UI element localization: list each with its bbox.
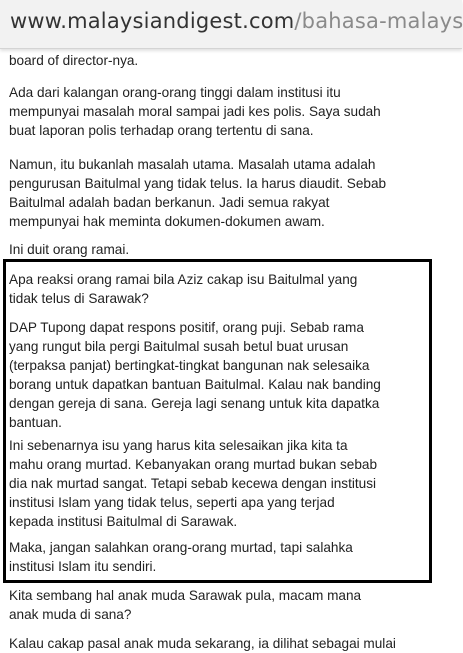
article-paragraph (9, 436, 449, 531)
text-line: buat laporan polis terhadap orang tertentu di sana. (9, 123, 314, 138)
article-paragraph (9, 586, 449, 624)
text-line: Kita sembang hal anak muda Sarawak pula, macam mana (9, 588, 362, 603)
text-line: kepada institusi Baitulmal di Sarawak. (9, 514, 238, 529)
text-line: Ada dari kalangan orang-orang tinggi dalam institusi itu (9, 85, 341, 100)
article-paragraph (9, 155, 449, 231)
url-path: /bahasa-malays (294, 9, 463, 33)
text-line: Kalau cakap pasal anak muda sekarang, ia dilihat sebagai mulai (9, 636, 396, 651)
article-paragraph (9, 318, 449, 432)
url-host: www.malaysiandigest.com (10, 9, 295, 33)
article-paragraph (9, 240, 449, 259)
text-line: DAP Tupong dapat respons positif, orang puji. Sebab rama (9, 320, 364, 335)
text-line: yang rungut bila pergi Baitulmal susah betul buat urusan (9, 339, 349, 354)
text-line: mahu orang murtad. Kebanyakan orang murtad bukan sebab (9, 457, 378, 472)
text-line: mempunyai masalah moral sampai jadi kes polis. Saya sudah (9, 104, 381, 119)
text-line: Namun, itu bukanlah masalah utama. Masalah utama adalah (9, 157, 376, 172)
text-line: tidak telus di Sarawak? (9, 291, 149, 306)
text-line: institusi Islam yang tidak telus, seperti apa yang terjad (9, 495, 335, 510)
text-line: Baitulmal adalah badan berkanun. Jadi semua rakyat (9, 195, 330, 210)
text-line: mempunyai hak meminta dokumen-dokumen awam. (9, 214, 325, 229)
text-line: Ini duit orang ramai. (9, 242, 130, 257)
text-line: dia nak murtad sangat. Tetapi sebab kecewa dengan institusi (9, 476, 377, 491)
text-line: (terpaksa panjat) bertingkat-tingkat bangunan nak selesaika (9, 358, 370, 373)
url-text[interactable] (10, 9, 463, 33)
article-paragraph (9, 538, 449, 576)
text-line: dengan gereja di sana. Gereja lagi senang untuk kita dapatka (9, 396, 380, 411)
text-line: Apa reaksi orang ramai bila Aziz cakap isu Baitulmal yang (9, 272, 358, 287)
text-line: Ini sebenarnya isu yang harus kita selesaikan jika kita ta (9, 438, 348, 453)
text-line: institusi Islam itu sendiri. (9, 559, 157, 574)
text-line: pengurusan Baitulmal yang tidak telus. Ia harus diaudit. Sebab (9, 176, 387, 191)
text-line: Maka, jangan salahkan orang-orang murtad, tapi salahka (9, 540, 353, 555)
article-paragraph (9, 270, 449, 308)
article-paragraph (9, 634, 449, 653)
article-paragraph (9, 83, 449, 140)
address-bar[interactable] (0, 0, 462, 49)
text-line: borang untuk dapatkan bantuan Baitulmal. Kalau nak banding (9, 377, 381, 392)
text-line: board of director-nya. (9, 53, 139, 68)
text-line: bantuan. (9, 415, 62, 430)
text-line: anak muda di sana? (9, 607, 132, 622)
